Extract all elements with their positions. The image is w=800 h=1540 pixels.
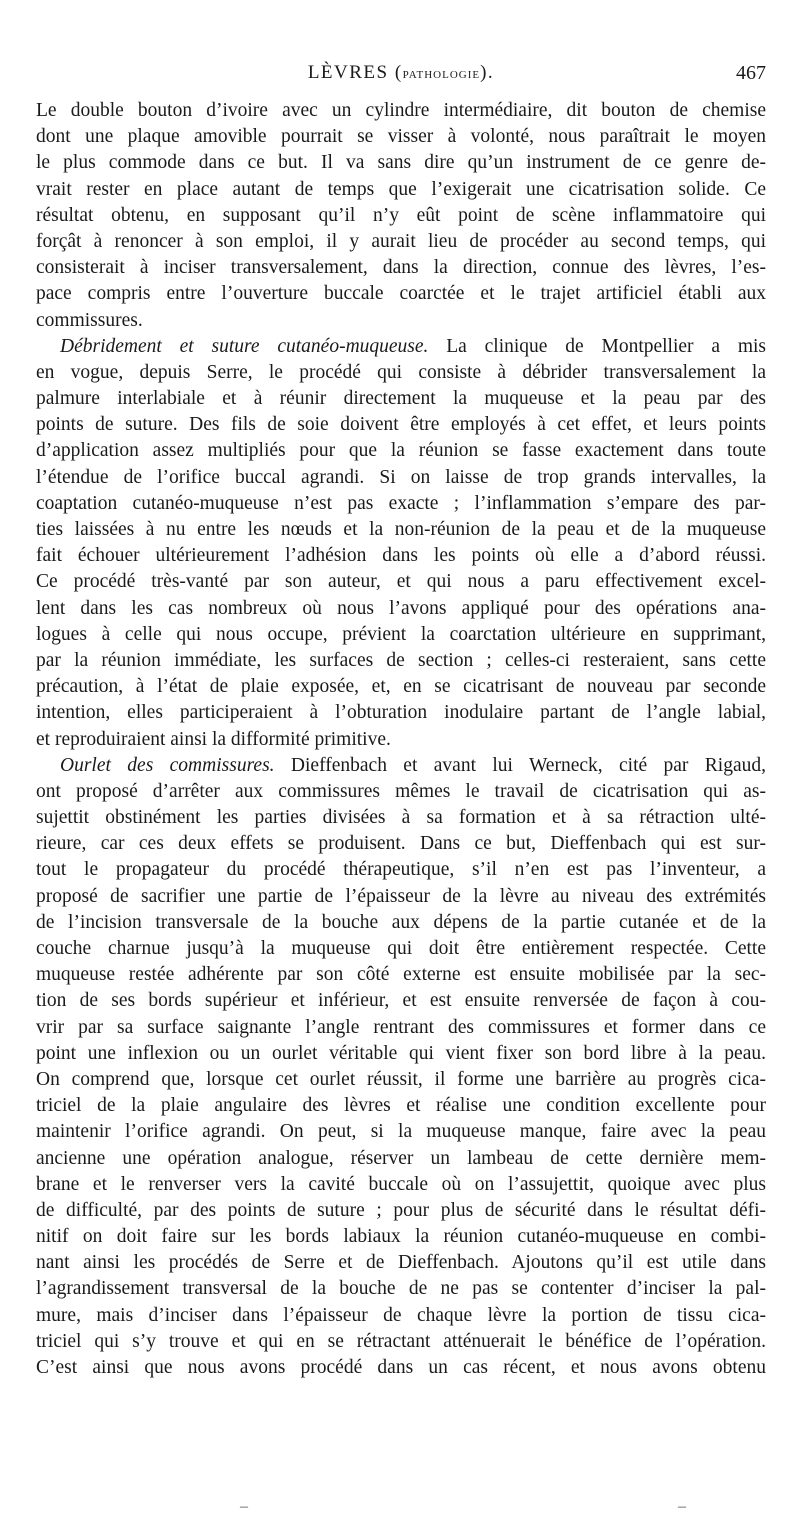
line-text: triciel qui s’y trouve et qui en se rétractant atténuerait le bénéfice de l’opération. <box>36 1330 766 1352</box>
text-line <box>36 857 766 883</box>
line-text: consisterait à inciser transversalement, dans la direction, connue des lèvres, l’es- <box>36 257 766 279</box>
text-line <box>36 753 766 779</box>
line-text: On comprend que, lorsque cet ourlet réussit, il forme une barrière au progrès cica- <box>36 1068 766 1090</box>
text-line <box>36 727 766 753</box>
line-text: en vogue, depuis Serre, le procédé qui consiste à débrider transversalement la <box>36 361 766 383</box>
line-text: Le double bouton d’ivoire avec un cylindre intermédiaire, dit bouton de chemise <box>36 100 766 121</box>
line-text: résultat obtenu, en supposant qu’il n’y eût point de scène inflammatoire qui <box>36 204 766 226</box>
text-line <box>36 936 766 962</box>
text-line <box>36 150 766 176</box>
text-line <box>36 517 766 543</box>
text-line <box>36 1355 766 1381</box>
text-line <box>36 674 766 700</box>
text-line <box>36 831 766 857</box>
text-line <box>36 281 766 307</box>
line-text: rieure, car ces deux effets se produisent. Dans ce but, Dieffenbach qui est sur- <box>36 833 766 855</box>
line-text: nant ainsi les procédés de Serre et de Dieffenbach. Ajoutons qu’il est utile dans <box>36 1252 766 1274</box>
text-line <box>36 360 766 386</box>
text-line <box>36 98 766 124</box>
text-line <box>36 1119 766 1145</box>
line-text: fait échouer ultérieurement l’adhésion dans les points où elle a d’abord réussi. <box>36 545 766 567</box>
text-line <box>36 962 766 988</box>
text-line <box>36 622 766 648</box>
line-text: tout le propagateur du procédé thérapeutique, s’il n’en est pas l’inventeur, a <box>36 859 766 881</box>
text-line <box>36 596 766 622</box>
text-line <box>36 465 766 491</box>
text-line <box>36 988 766 1014</box>
line-text: dont une plaque amovible pourrait se visser à volonté, nous paraîtrait le moyen <box>36 126 766 148</box>
text-line <box>36 386 766 412</box>
body-text <box>36 98 766 1381</box>
text-line <box>36 779 766 805</box>
footer-mark-right: – <box>678 1498 686 1515</box>
text-line <box>36 1041 766 1067</box>
text-line <box>36 1329 766 1355</box>
line-text: palmure interlabiale et à réunir directement la muqueuse et la peau par des <box>36 388 766 410</box>
line-text: La clinique de Montpellier a mis <box>428 335 766 357</box>
text-line <box>36 1015 766 1041</box>
line-text: ont proposé d’arrêter aux commissures mêmes le travail de cicatrisation qui as- <box>36 780 766 802</box>
text-line <box>36 543 766 569</box>
text-line <box>36 884 766 910</box>
line-text: forçât à renoncer à son emploi, il y aurait lieu de procéder au second temps, qui <box>36 230 766 252</box>
line-text: d’application assez multipliés pour que la réunion se fasse exactement dans toute <box>36 440 766 462</box>
text-line <box>36 1224 766 1250</box>
line-text: intention, elles participeraient à l’obturation inodulaire partant de l’angle labial, <box>36 702 766 724</box>
line-text: C’est ainsi que nous avons procédé dans un cas récent, et nous avons obtenu <box>36 1357 766 1378</box>
text-line <box>36 124 766 150</box>
text-line <box>36 1276 766 1302</box>
text-line <box>36 805 766 831</box>
line-text: lent dans les cas nombreux où nous l’avons appliqué pour des opérations ana- <box>36 597 766 619</box>
text-line <box>36 1303 766 1329</box>
line-text: de l’incision transversale de la bouche aux dépens de la partie cutanée et de la <box>36 911 766 933</box>
line-text: précaution, à l’état de plaie exposée, et, en se cicatrisant de nouveau par seconde <box>36 676 766 698</box>
line-text: muqueuse restée adhérente par son côté externe est ensuite mobilisée par la sec- <box>36 964 766 986</box>
line-text: points de suture. Des fils de soie doivent être employés à cet effet, et leurs points <box>36 414 766 436</box>
text-line <box>36 308 766 334</box>
text-line <box>36 229 766 255</box>
line-text: brane et le renverser vers la cavité buccale où on l’assujettit, quoique avec plus <box>36 1173 766 1195</box>
line-text: et reproduiraient ainsi la difformité primitive. <box>36 728 391 750</box>
running-title-sub: pathologie <box>402 66 481 82</box>
line-text: commissures. <box>36 309 143 331</box>
text-line <box>36 412 766 438</box>
text-line <box>36 438 766 464</box>
text-line <box>36 1093 766 1119</box>
line-text: le plus commode dans ce but. Il va sans dire qu’un instrument de ce genre de- <box>36 152 766 174</box>
text-line <box>36 569 766 595</box>
line-text: couche charnue jusqu’à la muqueuse qui doit être entièrement respectée. Cette <box>36 938 766 959</box>
section-heading: Débridement et suture cutanéo-muqueuse. <box>60 335 429 357</box>
line-text: tion de ses bords supérieur et inférieur, et est ensuite renversée de façon à cou- <box>36 990 766 1012</box>
text-line <box>36 334 766 360</box>
line-text: maintenir l’orifice agrandi. On peut, si la muqueuse manque, faire avec la peau <box>36 1121 766 1143</box>
line-text: vrait rester en place autant de temps que l’exigerait une cicatrisation solide. Ce <box>36 178 766 200</box>
page-number: 467 <box>736 62 766 84</box>
line-text: vrir par sa surface saignante l’angle rentrant des commissures et former dans ce <box>36 1016 766 1038</box>
text-line <box>36 1067 766 1093</box>
text-line <box>36 1172 766 1198</box>
text-line <box>36 910 766 936</box>
line-text: logues à celle qui nous occupe, prévient la coarctation ultérieure en supprimant, <box>36 623 766 645</box>
text-line <box>36 648 766 674</box>
line-text: ties laissées à nu entre les nœuds et la non-réunion de la peau et de la muqueuse <box>36 519 766 540</box>
line-text: mure, mais d’inciser dans l’épaisseur de chaque lèvre la portion de tissu cica- <box>36 1304 766 1326</box>
line-text: triciel de la plaie angulaire des lèvres et réalise une condition excellente pour <box>36 1095 766 1117</box>
running-title-main: LÈVRES <box>307 62 389 83</box>
line-text: point une inflexion ou un ourlet véritable qui vient fixer son bord libre à la peau. <box>36 1042 766 1064</box>
text-line <box>36 700 766 726</box>
text-line <box>36 177 766 203</box>
footer-mark-left: – <box>240 1498 248 1515</box>
line-text: ancienne une opération analogue, réserver un lambeau de cette dernière mem- <box>36 1147 766 1169</box>
text-line <box>36 1250 766 1276</box>
line-text: pace compris entre l’ouverture buccale coarctée et le trajet artificiel établi aux <box>36 283 766 305</box>
line-text: sujettit obstinément les parties divisées à sa formation et à sa rétraction ulté- <box>36 807 766 829</box>
line-text: nitif on doit faire sur les bords labiaux la réunion cutanéo-muqueuse en combi- <box>36 1226 766 1248</box>
text-line <box>36 491 766 517</box>
section-heading: Ourlet des commissures. <box>60 754 275 776</box>
footer-marks <box>0 1498 800 1518</box>
line-text: l’agrandissement transversal de la bouche de ne pas se contenter d’inciser la pal- <box>36 1278 766 1300</box>
line-text: Ce procédé très-vanté par son auteur, et qui nous a paru effectivement excel- <box>36 571 766 593</box>
text-line <box>36 255 766 281</box>
text-line <box>36 1146 766 1172</box>
line-text: proposé de sacrifier une partie de l’épaisseur de la lèvre au niveau des extrémités <box>36 885 766 907</box>
running-title <box>36 62 766 84</box>
text-line <box>36 203 766 229</box>
running-title-paren-open: ( <box>388 62 403 83</box>
running-title-paren-close: ). <box>480 62 495 83</box>
text-line <box>36 1198 766 1224</box>
line-text: par la réunion immédiate, les surfaces de section ; celles-ci resteraient, sans cette <box>36 649 766 671</box>
line-text: coaptation cutanéo-muqueuse n’est pas exacte ; l’inflammation s’empare des par- <box>36 492 766 514</box>
running-head <box>36 62 766 92</box>
line-text: de difficulté, par des points de suture ; pour plus de sécurité dans le résultat défi- <box>36 1199 766 1221</box>
line-text: l’étendue de l’orifice buccal agrandi. Si on laisse de trop grands intervalles, la <box>36 466 766 488</box>
line-text: Dieffenbach et avant lui Werneck, cité par Rigaud, <box>274 754 766 776</box>
